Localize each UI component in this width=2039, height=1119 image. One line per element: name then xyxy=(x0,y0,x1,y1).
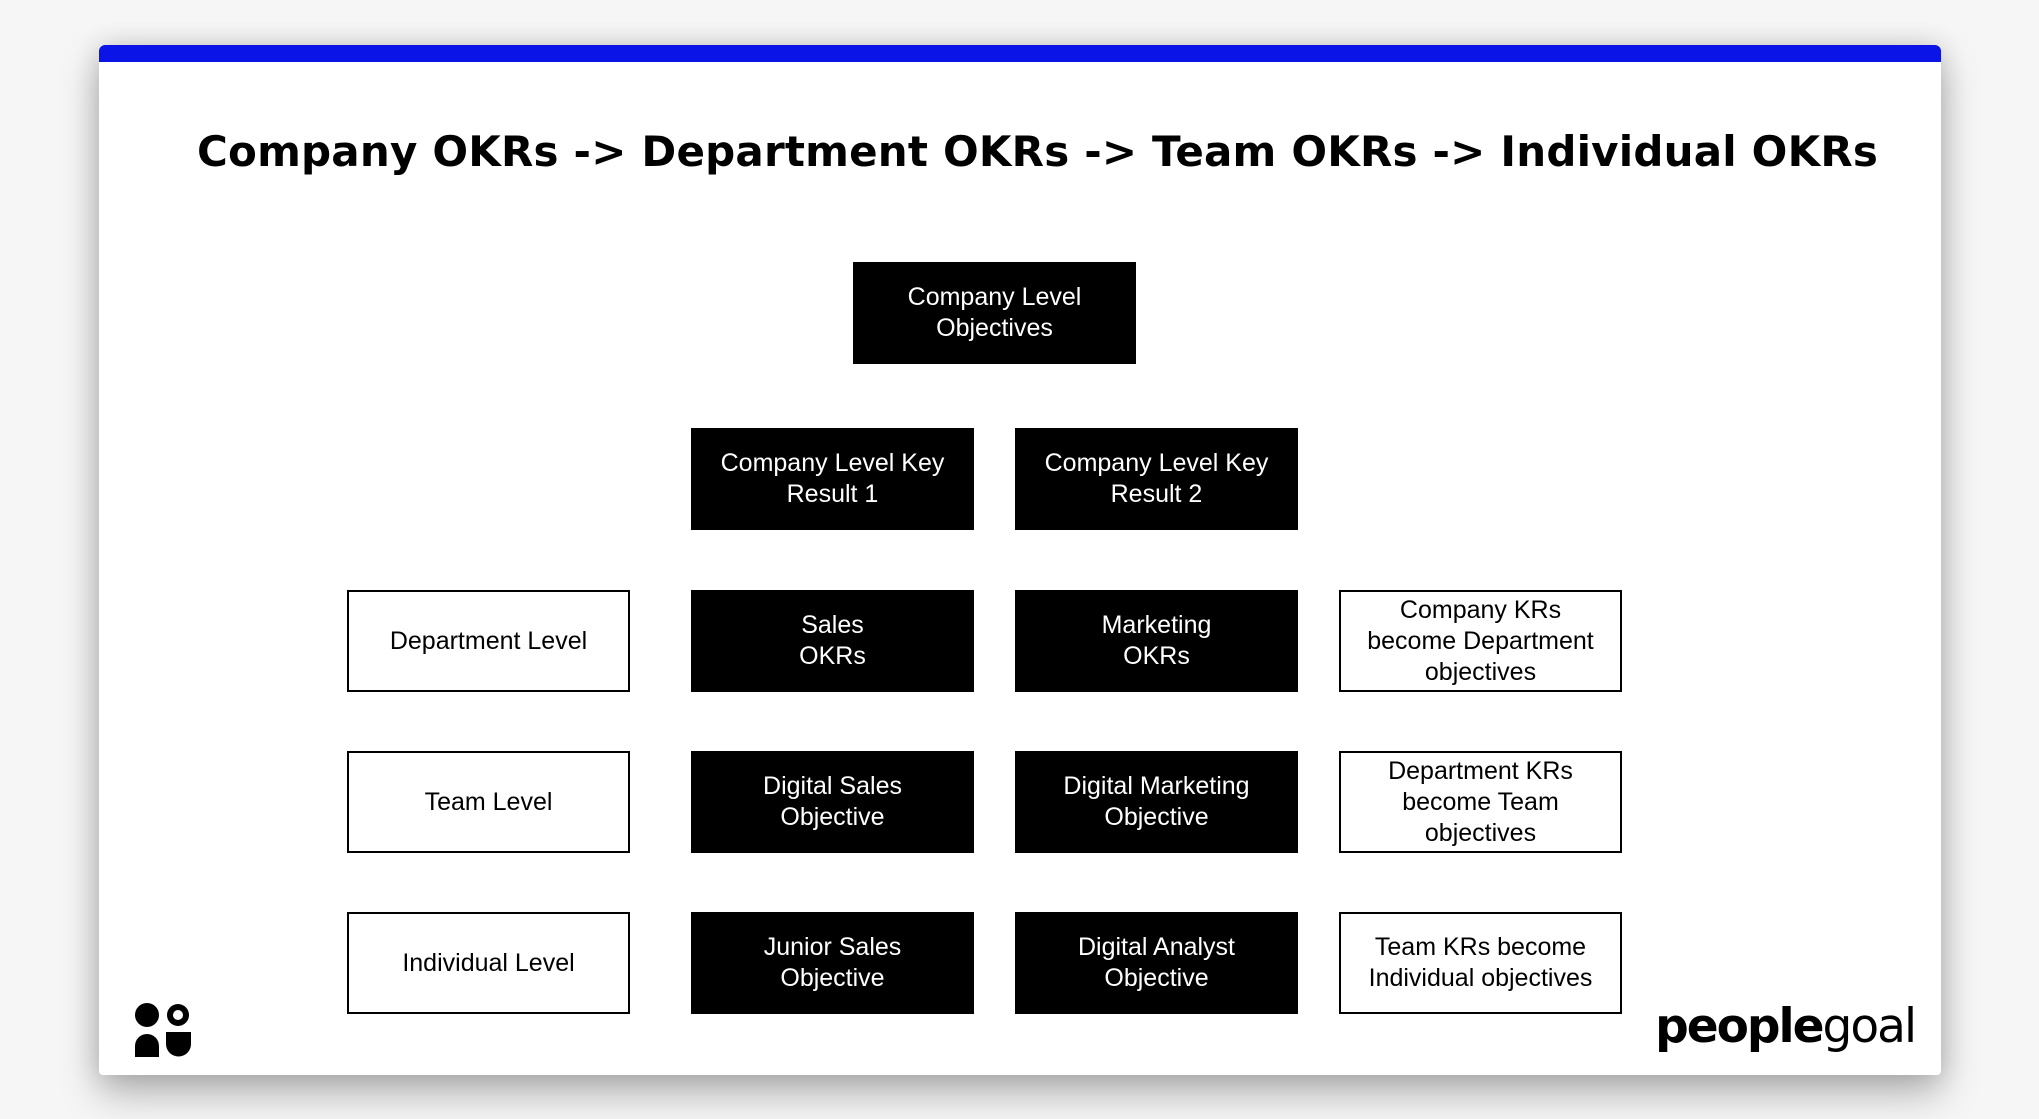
box-line: Result 1 xyxy=(786,480,879,508)
peoplegoal-wordmark xyxy=(1655,999,1915,1054)
note-line: objectives xyxy=(1424,818,1537,847)
peoplegoal-logo-icon xyxy=(133,1002,193,1058)
note-line: Individual objectives xyxy=(1368,964,1593,992)
team-level-label xyxy=(347,751,630,853)
box-line: Objectives xyxy=(936,314,1053,342)
slide-title: Company OKRs -> Department OKRs -> Team OKRs -> Individual OKRs xyxy=(197,127,1879,176)
note-line: Team KRs become xyxy=(1374,933,1587,961)
box-line: Sales xyxy=(801,611,864,639)
note-line: become Department xyxy=(1367,626,1594,655)
digital-sales-objective-box xyxy=(691,751,974,853)
company-objectives-box xyxy=(853,262,1136,364)
accent-bar xyxy=(99,45,1941,62)
slide xyxy=(99,45,1941,1075)
note-line: objectives xyxy=(1424,657,1537,686)
digital-analyst-objective-box xyxy=(1015,912,1298,1014)
box-line: Objective xyxy=(780,964,885,992)
note-line: become Team xyxy=(1402,787,1559,816)
box-line: Junior Sales xyxy=(763,933,902,961)
brand-name-light: goal xyxy=(1822,999,1915,1054)
individual-level-label xyxy=(347,912,630,1014)
department-note-box xyxy=(1339,590,1622,692)
box-line: Company Level xyxy=(907,283,1082,311)
box-line: Company Level Key xyxy=(720,449,945,477)
box-line: Marketing xyxy=(1101,611,1212,639)
level-label-text: Individual Level xyxy=(402,948,575,977)
note-line: Company KRs xyxy=(1399,595,1562,624)
team-note-box xyxy=(1339,751,1622,853)
level-label-text: Department Level xyxy=(389,626,588,655)
box-line: Digital Analyst xyxy=(1077,933,1236,961)
junior-sales-objective-box xyxy=(691,912,974,1014)
box-line: OKRs xyxy=(1123,642,1190,670)
key-result-2-box xyxy=(1015,428,1298,530)
box-line: Objective xyxy=(1104,964,1209,992)
marketing-okrs-box xyxy=(1015,590,1298,692)
note-line: Department KRs xyxy=(1388,756,1573,785)
level-label-text: Team Level xyxy=(424,787,553,816)
key-result-1-box xyxy=(691,428,974,530)
box-line: Company Level Key xyxy=(1044,449,1269,477)
box-line: OKRs xyxy=(799,642,866,670)
department-level-label xyxy=(347,590,630,692)
individual-note-box xyxy=(1339,912,1622,1014)
box-line: Objective xyxy=(1104,803,1209,831)
box-line: Digital Marketing xyxy=(1063,772,1250,800)
box-line: Objective xyxy=(780,803,885,831)
digital-marketing-objective-box xyxy=(1015,751,1298,853)
brand-name-bold: people xyxy=(1655,999,1823,1054)
box-line: Digital Sales xyxy=(763,772,902,800)
sales-okrs-box xyxy=(691,590,974,692)
box-line: Result 2 xyxy=(1110,480,1203,508)
